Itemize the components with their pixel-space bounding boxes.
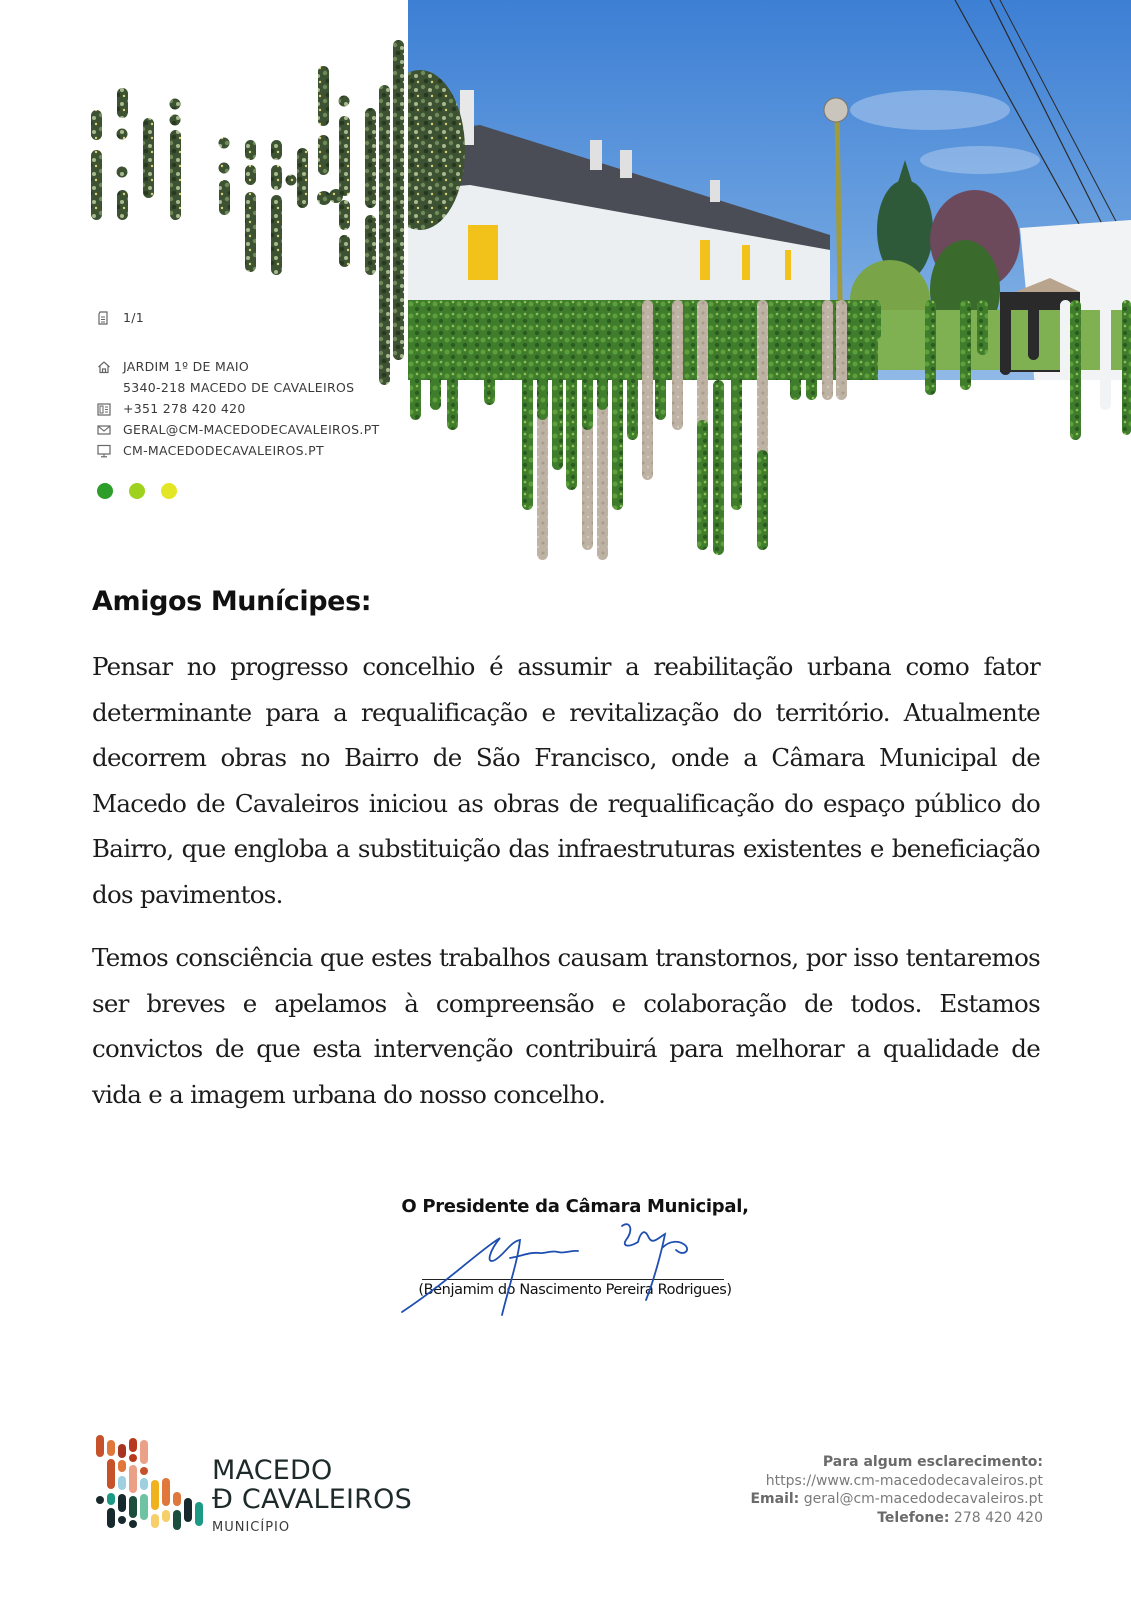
logo-wordmark (212, 1456, 412, 1535)
address-row-2 (123, 380, 354, 395)
logo-line-3: MUNICÍPIO (212, 1520, 291, 1535)
address-line2: 5340-218 MACEDO DE CAVALEIROS (123, 380, 355, 395)
footer-phone: 278 420 420 (953, 1509, 1043, 1526)
website-link[interactable]: CM-MACEDODECAVALEIROS.PT (123, 443, 324, 458)
logo-line-1: MACEDO (212, 1455, 333, 1486)
monitor-icon (97, 444, 111, 458)
logo-line-2: Đ CAVALEIROS (212, 1484, 412, 1515)
website-row[interactable] (97, 443, 324, 458)
phone-number: +351 278 420 420 (123, 401, 246, 416)
footer-url[interactable]: https://www.cm-macedodecavaleiros.pt (765, 1472, 1043, 1489)
email-row[interactable] (97, 422, 379, 437)
greeting-heading: Amigos Munícipes: (92, 586, 372, 617)
header-photo-collage (0, 0, 1131, 560)
page-count-row (97, 310, 144, 325)
municipality-logo (96, 1430, 206, 1530)
letter-paragraph-1: Pensar no progresso concelhio é assumir a reabilitação urbana como fator determinante para a requalificação e revitalização do território. Atualmente decorrem obras no Bairro de São Francisco, onde a Câmara Municipal de Macedo de Cavaleiros iniciou as obras de requalificação do espaço público do Bairro, que engloba a substituição das infraestruturas existentes e beneficiação dos pavimentos. (92, 652, 1040, 909)
dot-lime (129, 483, 145, 499)
signatory-name: (Benjamim do Nascimento Pereira Rodrigues) (418, 1282, 732, 1298)
footer-heading: Para algum esclarecimento: (822, 1454, 1043, 1470)
footer-email[interactable]: geral@cm-macedodecavaleiros.pt (803, 1491, 1043, 1507)
address-line1: JARDIM 1º DE MAIO (123, 359, 250, 374)
page-count: 1/1 (123, 310, 145, 325)
handwritten-signature (390, 1220, 740, 1320)
address-row (97, 359, 249, 374)
dot-yellow (161, 483, 177, 499)
footer-email-label: Email: (750, 1491, 800, 1507)
logo-mark (96, 1435, 203, 1530)
signature-title: O Presidente da Câmara Municipal, (401, 1196, 749, 1217)
document-icon (97, 311, 111, 325)
home-icon (97, 360, 111, 374)
dot-green (97, 483, 113, 499)
color-dots (97, 483, 177, 499)
phone-icon (97, 402, 111, 416)
footer-phone-label: Telefone: (877, 1509, 950, 1526)
envelope-icon (97, 423, 111, 437)
letter-paragraph-2: Temos consciência que estes trabalhos causam transtornos, por isso tentaremos ser breves e apelamos à compreensão e colaboração de todos. Estamos convictos de que esta intervenção contribuirá para melhorar a qualidade de vida e a imagem urbana do nosso concelho. (92, 943, 1040, 1109)
signature-line (422, 1279, 724, 1280)
footer-contact (750, 1453, 1043, 1527)
email-link[interactable]: GERAL@CM-MACEDODECAVALEIROS.PT (123, 422, 380, 437)
phone-row (97, 401, 246, 416)
